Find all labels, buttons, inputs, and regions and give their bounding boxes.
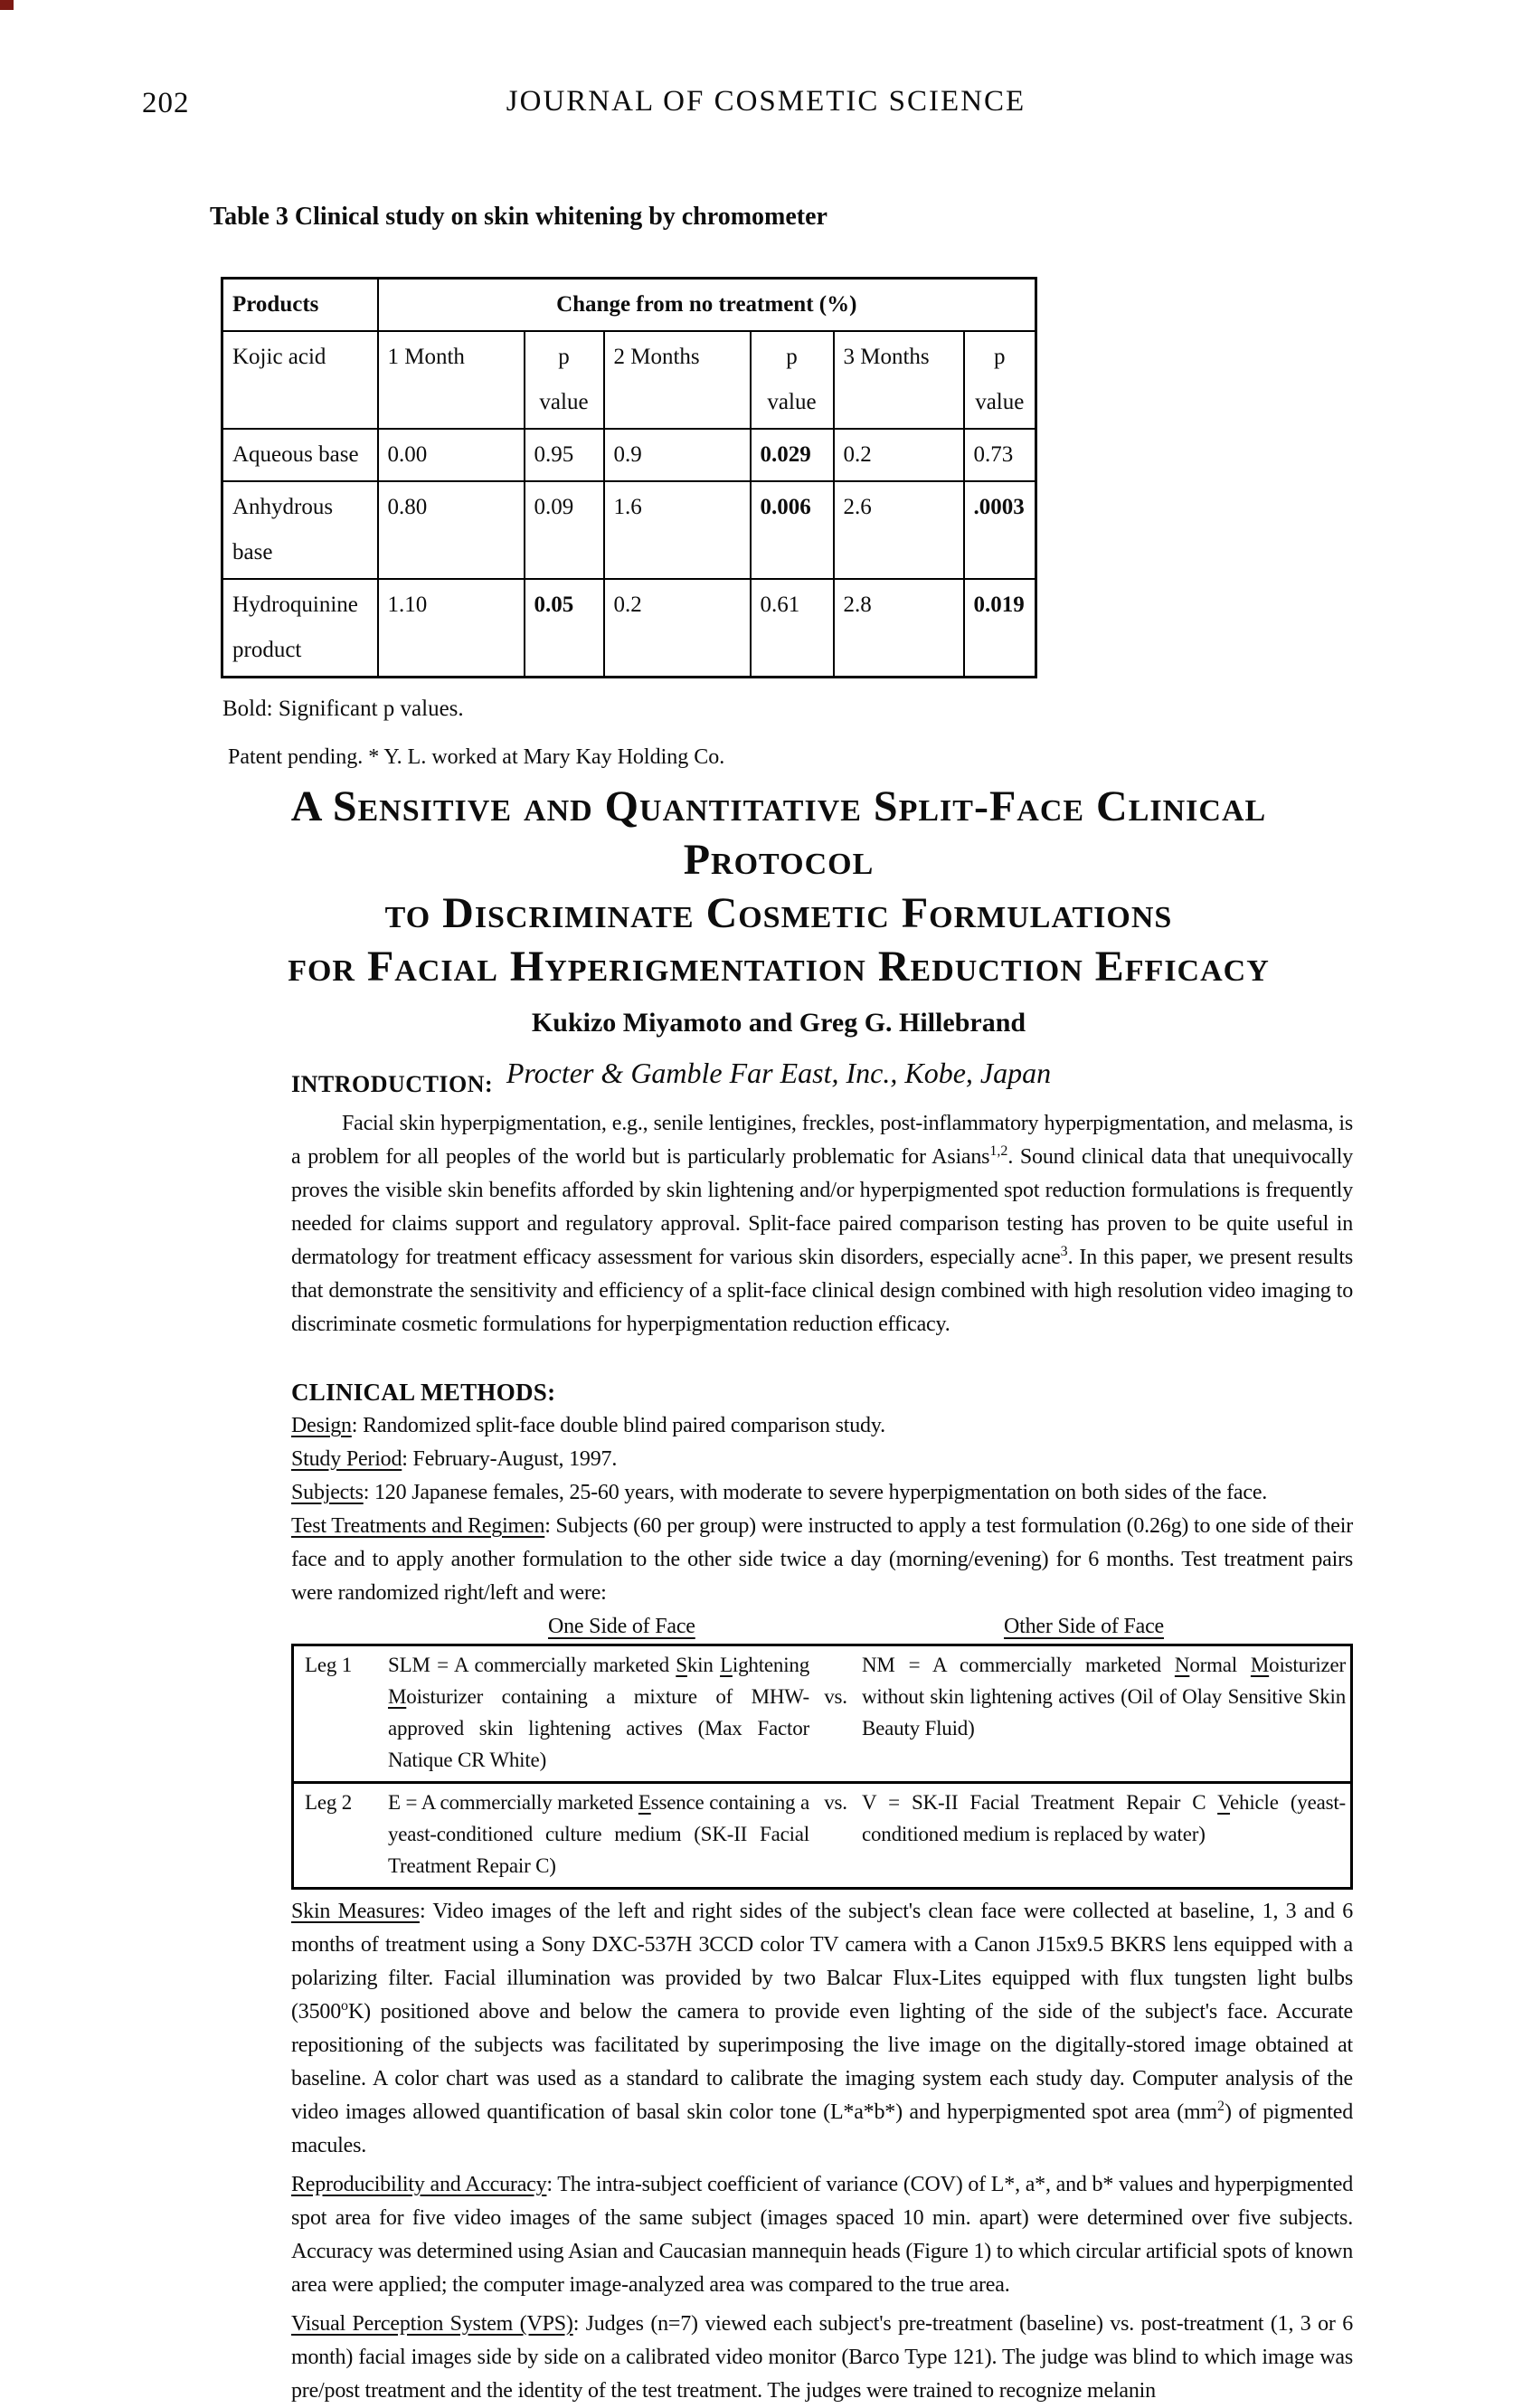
method-subjects-line: Subjects: 120 Japanese females, 25-60 years, with moderate to severe hyperpigmentation on both sides of the face. [291,1481,1268,1504]
table3-value-cell: 0.80 [378,481,525,579]
table3-value-cell: 0.00 [378,429,525,481]
leg-table [291,1644,1353,1890]
page-number: 202 [142,87,190,119]
table3-value-cell: 0.09 [525,481,604,579]
table3-value-cell: 0.05 [525,579,604,678]
leg2-label: Leg 2 [305,1791,353,1814]
skin-measures-paragraph: Skin Measures: Video images of the left and right sides of the subject's clean face were collected at baseline, 1, 3 and 6 months of treatment using a Sony DXC-537H 3CCD color TV camera with a Canon J15x9.5 BKRS lens equipped with a polarizing filter. Facial illumination was provided by two Balcar Flux-Lites equipped with flux tungsten light bulbs (3500$^o$K) positioned above and below the camera to provide even lighting of the side of the subject's face. Accurate repositioning of the subjects was facilitated by superimposing the live image on the digitally-stored image obtained at baseline. A color chart was used as a standard to calibrate the imaging system each study day. Computer analysis of the video images allowed quantification of basal skin color tone (L*a*b*) and hyperpigmented spot area $(mm^2)$ of pigmented macules. [291,1900,1354,2157]
clinical-methods-heading: CLINICAL METHODS: [291,1379,556,1406]
table3 [221,277,1037,678]
table3-value-cell: 0.61 [751,579,834,678]
table3-subheader-pvalue1: p value [525,331,604,429]
table3-subheader-label: Kojic acid [222,331,378,429]
reproducibility-paragraph: Reproducibility and Accuracy: The intra-subject coefficient of variance (COV) of L*, a*, and b* values and hyperpigmented spot area for five video images of the same subject (images spaced 10 min. apart) were determined over five subjects. Accuracy was determined using Asian and Caucasian mannequin heads (Figure 1) to which circular artificial spots of known area were applied; the computer image-analyzed area was compared to the true area. [291,2173,1354,2297]
leg1-row [294,1646,1350,1784]
introduction-heading: INTRODUCTION: [291,1071,494,1097]
table3-value-cell: 2.8 [834,579,964,678]
table3-value-cell: 1.6 [604,481,751,579]
table3-value-cell: 1.10 [378,579,525,678]
table3-subheader-month1: 1 Month [378,331,525,429]
leg2-other-side: V = SK-II Facial Treatment Repair C Vehicle (yeast-conditioned medium is replaced by water) [862,1791,1346,1845]
table3-subheader-row [222,331,1036,429]
leg1-other-side: NM = A commercially marketed Normal Moisturizer without skin lightening actives (Oil of Olay Sensitive Skin Beauty Fluid) [862,1654,1347,1740]
table3-data-row [222,579,1036,678]
table3-value-cell: 0.029 [751,429,834,481]
article-title-line3: for Facial Hyperigmentation Reduction Efficacy [288,943,1270,991]
introduction-paragraph: Facial skin hyperpigmentation, e.g., senile lentigines, freckles, post-inflammatory hyperpigmentation, and melasma, is a problem for all peoples of the world but is particularly problematic for Asians$^{1,2}$. Sound clinical data that unequivocally proves the visible skin benefits afforded by skin lightening and/or hyperpigmented spot reduction formulations is frequently needed for claims support and regulatory approval. Split-face paired comparison testing has proven to be quite useful in dermatology for treatment efficacy assessment for various skin disorders, especially acne$^3$. In this paper, we present results that demonstrate the sensitivity and efficiency of a split-face clinical design combined with high resolution video imaging to discriminate cosmetic formulations for hyperpigmentation reduction efficacy. [291,1112,1353,1336]
table3-title: Table 3 Clinical study on skin whitening by chromometer [210,203,827,231]
table3-value-cell: 0.2 [604,579,751,678]
leg1-vs: vs. [824,1685,847,1708]
article-title-line2: to Discriminate Cosmetic Formulations [384,889,1173,937]
leg2-one-side: E = A commercially marketed Essence containing a yeast-conditioned culture medium (SK-II Facial Treatment Repair C) [388,1791,809,1877]
table3-subheader-pvalue3: p value [964,331,1036,429]
table3-subheader-month2: 2 Months [604,331,751,429]
other-side-header: Other Side of Face [1004,1615,1165,1638]
method-design-line: Design: Randomized split-face double blind paired comparison study. [291,1414,885,1437]
table3-data-row [222,429,1036,481]
table3-value-cell: 0.2 [834,429,964,481]
table3-subheader-pvalue2: p value [751,331,834,429]
method-period-line: Study Period: February-August, 1997. [291,1447,618,1471]
journal-title: JOURNAL OF COSMETIC SCIENCE [506,85,1026,118]
affiliation: Procter & Gamble Far East, Inc., Kobe, Japan [506,1057,1052,1089]
one-side-header: One Side of Face [548,1615,695,1638]
scan-artifact-mark [0,0,14,10]
leg-table-headers [291,1610,1353,1644]
vps-paragraph: Visual Perception System (VPS): Judges (n=7) viewed each subject's pre-treatment (baseline) vs. post-treatment (1, 3 or 6 month) facial images side by side on a calibrated video monitor (Barco Type 121). The judge was blind to which image was pre/post treatment and the identity of the test treatment. The judges were trained to recognize melanin [291,2312,1354,2403]
leg1-label: Leg 1 [305,1654,353,1676]
table3-value-cell: 0.73 [964,429,1036,481]
article-title-line1: A Sensitive and Quantitative Split-Face Clinical Protocol [290,782,1267,884]
article [203,780,1354,2408]
table3-col-change: Change from no treatment (%) [378,279,1036,332]
table3-header-row [222,279,1036,332]
table3-col-products: Products [222,279,378,332]
table3-value-cell: 0.019 [964,579,1036,678]
table3-note-patent: Patent pending. * Y. L. worked at Mary Kay Holding Co. [228,745,725,769]
article-body [291,1107,1353,2408]
leg1-one-side: SLM = A commercially marketed Skin Lightening Moisturizer containing a mixture of MHW-approved skin lightening actives (Max Factor Natique CR White) [388,1654,810,1771]
intro-affiliation-row [203,1057,1354,1104]
table3-product-label: Anhydrous base [222,481,378,579]
table3-data-row [222,481,1036,579]
table3-subheader-month3: 3 Months [834,331,964,429]
table3-value-cell: 0.95 [525,429,604,481]
table3-product-label: Aqueous base [222,429,378,481]
table3-value-cell: 0.006 [751,481,834,579]
table3-note-bold: Bold: Significant p values. [222,697,464,721]
table3-value-cell: 0.9 [604,429,751,481]
leg2-row [294,1784,1350,1887]
method-treatments-line: Test Treatments and Regimen: Subjects (60 per group) were instructed to apply a test formulation (0.26g) to one side of their face and to apply another formulation to the other side twice a day (morning/evening) for 6 months. Test treatment pairs were randomized right/left and were: [291,1514,1353,1605]
table3-value-cell: 2.6 [834,481,964,579]
article-title [203,780,1354,993]
table3-section [210,203,1060,770]
table3-value-cell: .0003 [964,481,1036,579]
table3-product-label: Hydroquinine product [222,579,378,678]
authors-line: Kukizo Miyamoto and Greg G. Hillebrand [531,1008,1026,1038]
leg2-vs: vs. [824,1791,847,1814]
